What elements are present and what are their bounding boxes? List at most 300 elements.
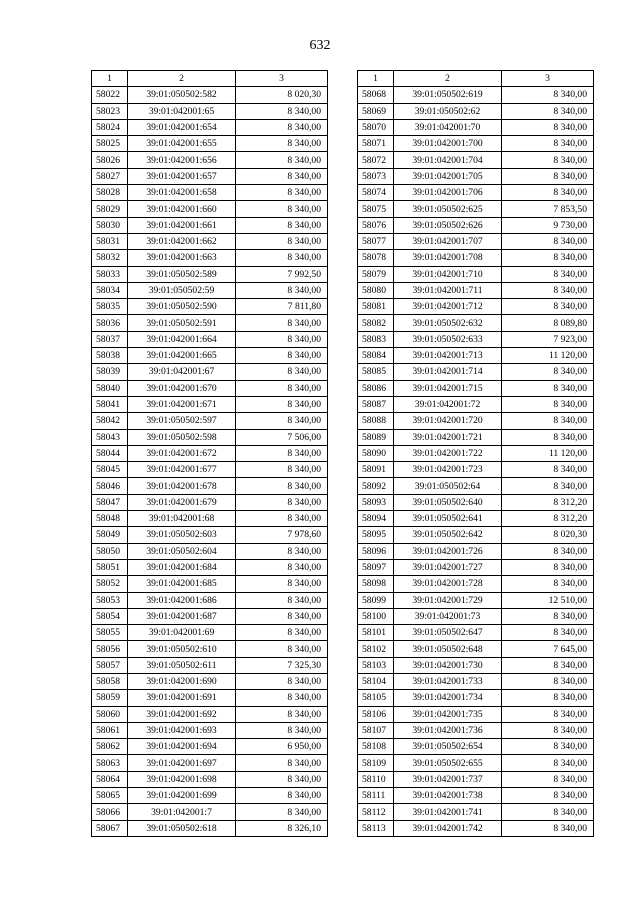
cadastral-number-cell: 39:01:042001:715 (394, 380, 502, 396)
amount-cell: 8 340,00 (502, 282, 594, 298)
row-number-cell: 58077 (358, 233, 394, 249)
row-number-cell: 58092 (358, 478, 394, 494)
row-number-cell: 58071 (358, 136, 394, 152)
table-row (92, 690, 328, 706)
amount-cell: 11 120,00 (502, 445, 594, 461)
row-number-cell: 58097 (358, 559, 394, 575)
cadastral-number-cell: 39:01:042001:728 (394, 576, 502, 592)
row-number-cell: 58042 (92, 413, 128, 429)
amount-cell: 7 506,00 (236, 429, 328, 445)
cadastral-number-cell: 39:01:042001:713 (394, 348, 502, 364)
cadastral-number-cell: 39:01:042001:698 (128, 771, 236, 787)
table-row (92, 103, 328, 119)
cadastral-number-cell: 39:01:042001:658 (128, 185, 236, 201)
amount-cell: 9 730,00 (502, 217, 594, 233)
amount-cell: 8 340,00 (236, 511, 328, 527)
table-row (92, 820, 328, 836)
row-number-cell: 58080 (358, 282, 394, 298)
amount-cell: 8 340,00 (236, 380, 328, 396)
row-number-cell: 58068 (358, 87, 394, 103)
amount-cell: 8 340,00 (236, 625, 328, 641)
header-row (358, 71, 594, 87)
row-number-cell: 58056 (92, 641, 128, 657)
amount-cell: 8 340,00 (236, 494, 328, 510)
cadastral-number-cell: 39:01:042001:69 (128, 625, 236, 641)
row-number-cell: 58027 (92, 168, 128, 184)
cadastral-number-cell: 39:01:042001:697 (128, 755, 236, 771)
amount-cell: 8 340,00 (236, 559, 328, 575)
amount-cell: 6 950,00 (236, 739, 328, 755)
cadastral-number-cell: 39:01:042001:65 (128, 103, 236, 119)
cadastral-number-cell: 39:01:050502:619 (394, 87, 502, 103)
table-row (358, 266, 594, 282)
amount-cell: 8 340,00 (502, 462, 594, 478)
table-row (92, 396, 328, 412)
amount-cell: 8 340,00 (236, 706, 328, 722)
table-row (92, 608, 328, 624)
amount-cell: 8 340,00 (502, 87, 594, 103)
cadastral-number-cell: 39:01:042001:662 (128, 233, 236, 249)
amount-cell: 8 340,00 (236, 364, 328, 380)
row-number-cell: 58081 (358, 299, 394, 315)
amount-cell: 8 340,00 (502, 233, 594, 249)
table-row (358, 788, 594, 804)
cadastral-number-cell: 39:01:042001:705 (394, 168, 502, 184)
table-row (92, 119, 328, 135)
amount-cell: 8 340,00 (502, 625, 594, 641)
table-row (358, 136, 594, 152)
row-number-cell: 58033 (92, 266, 128, 282)
cadastral-number-cell: 39:01:042001:67 (128, 364, 236, 380)
table-row (358, 625, 594, 641)
table-row (358, 462, 594, 478)
row-number-cell: 58112 (358, 804, 394, 820)
row-number-cell: 58044 (92, 445, 128, 461)
cadastral-number-cell: 39:01:042001:7 (128, 804, 236, 820)
amount-cell: 8 340,00 (236, 152, 328, 168)
table-row (358, 331, 594, 347)
amount-cell: 8 340,00 (502, 103, 594, 119)
table-row (358, 168, 594, 184)
cadastral-number-cell: 39:01:042001:708 (394, 250, 502, 266)
cadastral-number-cell: 39:01:042001:726 (394, 543, 502, 559)
table-row (92, 739, 328, 755)
amount-cell: 8 340,00 (502, 771, 594, 787)
table-row (358, 364, 594, 380)
amount-cell: 8 340,00 (502, 804, 594, 820)
table-row (358, 494, 594, 510)
amount-cell: 8 089,80 (502, 315, 594, 331)
cadastral-number-cell: 39:01:042001:654 (128, 119, 236, 135)
row-number-cell: 58041 (92, 396, 128, 412)
table-row (92, 152, 328, 168)
cadastral-number-cell: 39:01:042001:657 (128, 168, 236, 184)
row-number-cell: 58102 (358, 641, 394, 657)
cadastral-number-cell: 39:01:050502:642 (394, 527, 502, 543)
row-number-cell: 58083 (358, 331, 394, 347)
cadastral-number-cell: 39:01:042001:722 (394, 445, 502, 461)
table-row (358, 641, 594, 657)
amount-cell: 8 340,00 (502, 266, 594, 282)
table-row (358, 527, 594, 543)
amount-cell: 7 978,60 (236, 527, 328, 543)
row-number-cell: 58066 (92, 804, 128, 820)
table-row (358, 722, 594, 738)
cadastral-number-cell: 39:01:042001:734 (394, 690, 502, 706)
table-row (358, 706, 594, 722)
cadastral-number-cell: 39:01:042001:68 (128, 511, 236, 527)
amount-cell: 8 340,00 (236, 755, 328, 771)
row-number-cell: 58023 (92, 103, 128, 119)
cadastral-number-cell: 39:01:042001:736 (394, 722, 502, 738)
row-number-cell: 58048 (92, 511, 128, 527)
row-number-cell: 58093 (358, 494, 394, 510)
cadastral-number-cell: 39:01:050502:610 (128, 641, 236, 657)
amount-cell: 8 340,00 (236, 576, 328, 592)
row-number-cell: 58046 (92, 478, 128, 494)
row-number-cell: 58070 (358, 119, 394, 135)
row-number-cell: 58045 (92, 462, 128, 478)
table-row (92, 250, 328, 266)
table-row (358, 429, 594, 445)
cadastral-number-cell: 39:01:050502:59 (128, 282, 236, 298)
table-row (92, 282, 328, 298)
row-number-cell: 58067 (92, 820, 128, 836)
amount-cell: 8 340,00 (236, 136, 328, 152)
row-number-cell: 58072 (358, 152, 394, 168)
cadastral-number-cell: 39:01:050502:62 (394, 103, 502, 119)
table-row (92, 755, 328, 771)
row-number-cell: 58095 (358, 527, 394, 543)
cadastral-number-cell: 39:01:042001:735 (394, 706, 502, 722)
amount-cell: 8 340,00 (236, 119, 328, 135)
row-number-cell: 58109 (358, 755, 394, 771)
cadastral-number-cell: 39:01:042001:733 (394, 673, 502, 689)
table-row (92, 168, 328, 184)
amount-cell: 8 340,00 (502, 722, 594, 738)
amount-cell: 8 340,00 (236, 445, 328, 461)
table-row (92, 592, 328, 608)
cadastral-number-cell: 39:01:042001:692 (128, 706, 236, 722)
cadastral-number-cell: 39:01:042001:665 (128, 348, 236, 364)
row-number-cell: 58084 (358, 348, 394, 364)
amount-cell: 8 340,00 (236, 250, 328, 266)
table-row (358, 185, 594, 201)
row-number-cell: 58026 (92, 152, 128, 168)
table-row (92, 136, 328, 152)
table-row (92, 364, 328, 380)
cadastral-number-cell: 39:01:042001:70 (394, 119, 502, 135)
table-row (92, 673, 328, 689)
cadastral-number-cell: 39:01:042001:656 (128, 152, 236, 168)
table-row (358, 315, 594, 331)
cadastral-number-cell: 39:01:042001:741 (394, 804, 502, 820)
row-number-cell: 58051 (92, 559, 128, 575)
cadastral-number-cell: 39:01:050502:625 (394, 201, 502, 217)
amount-cell: 8 340,00 (502, 152, 594, 168)
table-row (358, 380, 594, 396)
row-number-cell: 58074 (358, 185, 394, 201)
amount-cell: 8 340,00 (502, 576, 594, 592)
amount-cell: 8 340,00 (502, 820, 594, 836)
cadastral-number-cell: 39:01:050502:641 (394, 511, 502, 527)
amount-cell: 7 325,30 (236, 657, 328, 673)
amount-cell: 8 340,00 (236, 315, 328, 331)
table-row (358, 445, 594, 461)
cadastral-number-cell: 39:01:042001:663 (128, 250, 236, 266)
amount-cell: 8 340,00 (236, 168, 328, 184)
row-number-cell: 58060 (92, 706, 128, 722)
row-number-cell: 58036 (92, 315, 128, 331)
amount-cell: 8 340,00 (502, 119, 594, 135)
table-row (92, 559, 328, 575)
table-row (358, 413, 594, 429)
amount-cell: 8 340,00 (236, 413, 328, 429)
table-row (92, 771, 328, 787)
row-number-cell: 58061 (92, 722, 128, 738)
cadastral-number-cell: 39:01:042001:704 (394, 152, 502, 168)
row-number-cell: 58047 (92, 494, 128, 510)
row-number-cell: 58055 (92, 625, 128, 641)
cadastral-number-cell: 39:01:050502:603 (128, 527, 236, 543)
table-row (358, 478, 594, 494)
table-row (92, 527, 328, 543)
table-row (92, 331, 328, 347)
amount-cell: 8 340,00 (236, 217, 328, 233)
cadastral-number-cell: 39:01:050502:598 (128, 429, 236, 445)
amount-cell: 8 340,00 (502, 380, 594, 396)
amount-cell: 8 340,00 (236, 673, 328, 689)
table-row (358, 559, 594, 575)
row-number-cell: 58022 (92, 87, 128, 103)
cadastral-number-cell: 39:01:042001:720 (394, 413, 502, 429)
row-number-cell: 58069 (358, 103, 394, 119)
table-row (92, 217, 328, 233)
amount-cell: 8 340,00 (236, 771, 328, 787)
amount-cell: 12 510,00 (502, 592, 594, 608)
amount-cell: 7 853,50 (502, 201, 594, 217)
cadastral-number-cell: 39:01:042001:712 (394, 299, 502, 315)
amount-cell: 8 340,00 (502, 739, 594, 755)
table-row (92, 625, 328, 641)
cadastral-number-cell: 39:01:042001:694 (128, 739, 236, 755)
cadastral-number-cell: 39:01:050502:618 (128, 820, 236, 836)
row-number-cell: 58035 (92, 299, 128, 315)
amount-cell: 8 340,00 (502, 706, 594, 722)
header-row (92, 71, 328, 87)
table-row (92, 348, 328, 364)
table-row (92, 722, 328, 738)
column-header: 2 (128, 71, 236, 87)
amount-cell: 7 992,50 (236, 266, 328, 282)
amount-cell: 8 312,20 (502, 494, 594, 510)
amount-cell: 8 340,00 (502, 543, 594, 559)
cadastral-number-cell: 39:01:050502:582 (128, 87, 236, 103)
amount-cell: 8 340,00 (502, 478, 594, 494)
table-row (358, 103, 594, 119)
row-number-cell: 58085 (358, 364, 394, 380)
row-number-cell: 58025 (92, 136, 128, 152)
table-row (358, 608, 594, 624)
amount-cell: 8 340,00 (502, 559, 594, 575)
row-number-cell: 58031 (92, 233, 128, 249)
row-number-cell: 58028 (92, 185, 128, 201)
row-number-cell: 58106 (358, 706, 394, 722)
cadastral-number-cell: 39:01:042001:686 (128, 592, 236, 608)
cadastral-number-cell: 39:01:050502:597 (128, 413, 236, 429)
table-row (92, 380, 328, 396)
page-number: 632 (309, 38, 331, 53)
cadastral-number-cell: 39:01:042001:670 (128, 380, 236, 396)
table-row (358, 739, 594, 755)
table-row (92, 299, 328, 315)
amount-cell: 8 340,00 (502, 136, 594, 152)
table-row (92, 657, 328, 673)
cadastral-number-cell: 39:01:042001:691 (128, 690, 236, 706)
column-header: 2 (394, 71, 502, 87)
row-number-cell: 58113 (358, 820, 394, 836)
table-row (358, 511, 594, 527)
row-number-cell: 58099 (358, 592, 394, 608)
row-number-cell: 58058 (92, 673, 128, 689)
amount-cell: 8 340,00 (502, 413, 594, 429)
row-number-cell: 58096 (358, 543, 394, 559)
row-number-cell: 58111 (358, 788, 394, 804)
amount-cell: 8 340,00 (236, 331, 328, 347)
amount-cell: 8 340,00 (236, 282, 328, 298)
table-row (92, 201, 328, 217)
amount-cell: 8 340,00 (502, 608, 594, 624)
cadastral-number-cell: 39:01:042001:678 (128, 478, 236, 494)
table-row (358, 396, 594, 412)
table-row (358, 576, 594, 592)
row-number-cell: 58108 (358, 739, 394, 755)
row-number-cell: 58075 (358, 201, 394, 217)
cadastral-number-cell: 39:01:042001:677 (128, 462, 236, 478)
row-number-cell: 58076 (358, 217, 394, 233)
amount-cell: 8 340,00 (236, 462, 328, 478)
row-number-cell: 58086 (358, 380, 394, 396)
row-number-cell: 58087 (358, 396, 394, 412)
cadastral-number-cell: 39:01:050502:647 (394, 625, 502, 641)
cadastral-number-cell: 39:01:050502:654 (394, 739, 502, 755)
table-row (358, 673, 594, 689)
table-row (358, 348, 594, 364)
row-number-cell: 58050 (92, 543, 128, 559)
table-row (92, 641, 328, 657)
row-number-cell: 58091 (358, 462, 394, 478)
row-number-cell: 58038 (92, 348, 128, 364)
cadastral-number-cell: 39:01:050502:648 (394, 641, 502, 657)
amount-cell: 7 811,80 (236, 299, 328, 315)
table-row (358, 87, 594, 103)
cadastral-number-cell: 39:01:042001:684 (128, 559, 236, 575)
amount-cell: 8 312,20 (502, 511, 594, 527)
cadastral-number-cell: 39:01:050502:655 (394, 755, 502, 771)
cadastral-number-cell: 39:01:042001:685 (128, 576, 236, 592)
amount-cell: 8 340,00 (236, 608, 328, 624)
cadastral-number-cell: 39:01:042001:687 (128, 608, 236, 624)
cadastral-number-cell: 39:01:042001:714 (394, 364, 502, 380)
table-row (92, 233, 328, 249)
table-row (92, 413, 328, 429)
amount-cell: 8 340,00 (502, 755, 594, 771)
right-table (357, 70, 594, 837)
amount-cell: 8 340,00 (236, 103, 328, 119)
cadastral-number-cell: 39:01:042001:655 (128, 136, 236, 152)
cadastral-number-cell: 39:01:042001:729 (394, 592, 502, 608)
amount-cell: 8 340,00 (502, 673, 594, 689)
amount-cell: 8 340,00 (502, 429, 594, 445)
cadastral-number-cell: 39:01:042001:706 (394, 185, 502, 201)
table-row (92, 511, 328, 527)
amount-cell: 8 340,00 (236, 185, 328, 201)
table-row (358, 217, 594, 233)
cadastral-number-cell: 39:01:042001:723 (394, 462, 502, 478)
table-row (358, 299, 594, 315)
row-number-cell: 58104 (358, 673, 394, 689)
row-number-cell: 58101 (358, 625, 394, 641)
table-row (92, 462, 328, 478)
amount-cell: 8 340,00 (236, 201, 328, 217)
table-row (92, 445, 328, 461)
table-row (92, 804, 328, 820)
table-row (358, 282, 594, 298)
amount-cell: 8 340,00 (502, 364, 594, 380)
cadastral-number-cell: 39:01:042001:730 (394, 657, 502, 673)
amount-cell: 7 923,00 (502, 331, 594, 347)
row-number-cell: 58040 (92, 380, 128, 396)
amount-cell: 8 340,00 (236, 348, 328, 364)
row-number-cell: 58057 (92, 657, 128, 673)
row-number-cell: 58073 (358, 168, 394, 184)
cadastral-number-cell: 39:01:042001:72 (394, 396, 502, 412)
table-row (358, 771, 594, 787)
row-number-cell: 58053 (92, 592, 128, 608)
cadastral-number-cell: 39:01:042001:679 (128, 494, 236, 510)
row-number-cell: 58039 (92, 364, 128, 380)
table-row (92, 788, 328, 804)
amount-cell: 8 340,00 (502, 788, 594, 804)
row-number-cell: 58103 (358, 657, 394, 673)
table-row (92, 185, 328, 201)
amount-cell: 8 340,00 (502, 690, 594, 706)
table-row (92, 706, 328, 722)
amount-cell: 8 340,00 (236, 690, 328, 706)
cadastral-number-cell: 39:01:050502:64 (394, 478, 502, 494)
column-header: 3 (502, 71, 594, 87)
amount-cell: 11 120,00 (502, 348, 594, 364)
amount-cell: 8 340,00 (236, 788, 328, 804)
amount-cell: 8 340,00 (236, 722, 328, 738)
left-table (91, 70, 328, 837)
column-header: 1 (92, 71, 128, 87)
row-number-cell: 58064 (92, 771, 128, 787)
table-row (92, 478, 328, 494)
table-row (358, 755, 594, 771)
row-number-cell: 58059 (92, 690, 128, 706)
row-number-cell: 58037 (92, 331, 128, 347)
table-row (358, 657, 594, 673)
cadastral-number-cell: 39:01:042001:699 (128, 788, 236, 804)
row-number-cell: 58052 (92, 576, 128, 592)
cadastral-number-cell: 39:01:042001:690 (128, 673, 236, 689)
table-row (92, 576, 328, 592)
amount-cell: 8 340,00 (236, 543, 328, 559)
row-number-cell: 58024 (92, 119, 128, 135)
cadastral-number-cell: 39:01:050502:633 (394, 331, 502, 347)
row-number-cell: 58062 (92, 739, 128, 755)
